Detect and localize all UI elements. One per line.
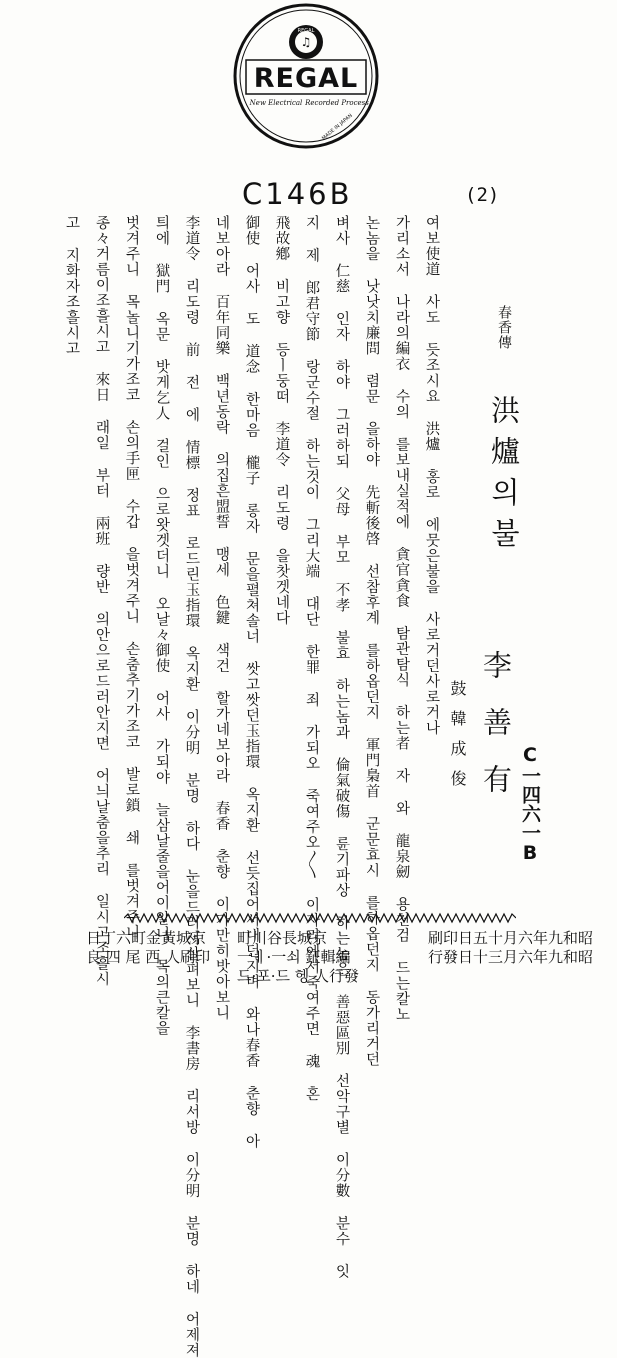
lyric-line: 틔에 獄門 옥문 밧게乞人 걸인 으로왓겟더니 오날々御使 어사 가되야 늘삼날줄을어이알니 목의큰칼을 [153,215,170,1036]
lyric-line: 지 제 郎君守節 랑군수절 하는것이 그리大端 대단 한罪 죄 가되오 죽여주오〳〵 이자리에서죽여주면 魂 혼 [303,215,320,1102]
imprint-dates [428,929,593,967]
side-number: (2) [465,184,500,206]
catalog-number-vertical: C一四六一B [519,744,541,864]
logo-subtitle-right: Recorded Process [305,99,369,107]
imprint-line: 日丁六町金黃城京 [86,929,207,947]
logo-rim-text: MADE IN JAPAN [320,112,354,142]
lyricist-prefix: 鼓 [448,680,467,710]
regal-record-disc-icon [232,2,380,152]
lyric-line: 고 지화자조흘시고 [63,215,80,356]
imprint-publisher [237,929,359,985]
lyric-line: 벗겨주니 목놀니기가조코 손의手匣 수갑 을벗겨주니 손춤추기가조코 발로鎖 쇄 를벗겨주니 [123,215,140,940]
lyricist-name: 韓成俊 [448,710,467,800]
imprint-line: 刷印日五十月六年九和昭 [428,929,594,947]
catalog-number: C146B [242,177,353,211]
lyric-line: 飛故鄕 비고향 등ㅣ둥떠 李道令 리도령 을찻겟네다 [273,215,290,626]
logo-emblem-text: REGAL [297,28,315,34]
lyric-line: 李道令 리도령 前 전 에 情標 정표 로드린玉指環 옥지환 이分明 분명 하다 눈을드러서살펴보니 李書房 리서방 이分明 분명 하네 어제져 [183,215,200,1358]
logo-brand: REGAL [253,63,359,94]
lyric-line: 벼사 仁慈 인자 하야 그러하되 父母 부모 不孝 불효 하는놈과 倫氣破傷 륜기파상 하는놈은 善惡區別 선악구별 이分數 분수 잇 [333,215,350,1279]
lyric-line: 네보아라 百年同樂 백년동락 의집흔盟誓 맹세 色鍵 색건 할가네보아라 春香 춘향 이가만히밧아보니 [213,215,230,1021]
lyric-line: 논놈을 낫낫치廉問 렴문 을하야 先斬後啓 선참후계 를하옵던지 軍門梟首 군문효시 를하옵던지 동가리거던 [363,215,380,1067]
imprint-line: 드·포·드 헹 人行發 [237,966,360,985]
music-note-icon: ♫ [300,35,312,49]
song-title: 洪爐의불 [487,395,521,559]
singer-name: 李善有 [479,650,513,821]
decorative-divider [124,912,516,924]
regal-logo [232,2,380,152]
imprint-line: 良 四 尾 西 人刷印 [86,947,211,966]
lyric-line: 御使 어사 도 道念 한마음 櫳子 롱자 문을펼쳐솔너 쌋고쌋던玉指環 옥지환 선듯집어서내던지며 와나春香 춘향 아 [243,215,260,1149]
logo-subtitle-left: New Electrical [249,99,303,107]
lyricist-credit [446,680,469,800]
imprint-line: 町川谷長城京 [237,929,328,947]
genre-label: 春香傳 [496,305,512,350]
imprint-line: 行發日十三月六年九和昭 [428,947,594,966]
imprint-printer [86,929,210,967]
imprint-line: 一ㅖ·一쇠 鉦輯編 [237,947,351,966]
lyric-line: 여보使道 사도 듯조시요 洪爐 홍로 에뭇은불을 사로거던사로거나 [423,215,440,736]
lyric-line: 가리소서 나라의編衣 수의 를보내실적에 貪官貪食 탐관탐식 하는者 자 와 龍泉劒 용천검 드는칼노 [393,215,410,1022]
lyric-line: 종々거름이조흘시고 來日 래일 부터 兩班 량반 의안으로드러안지면 어늬날춤을추리 일시고조흘시 [93,215,110,987]
